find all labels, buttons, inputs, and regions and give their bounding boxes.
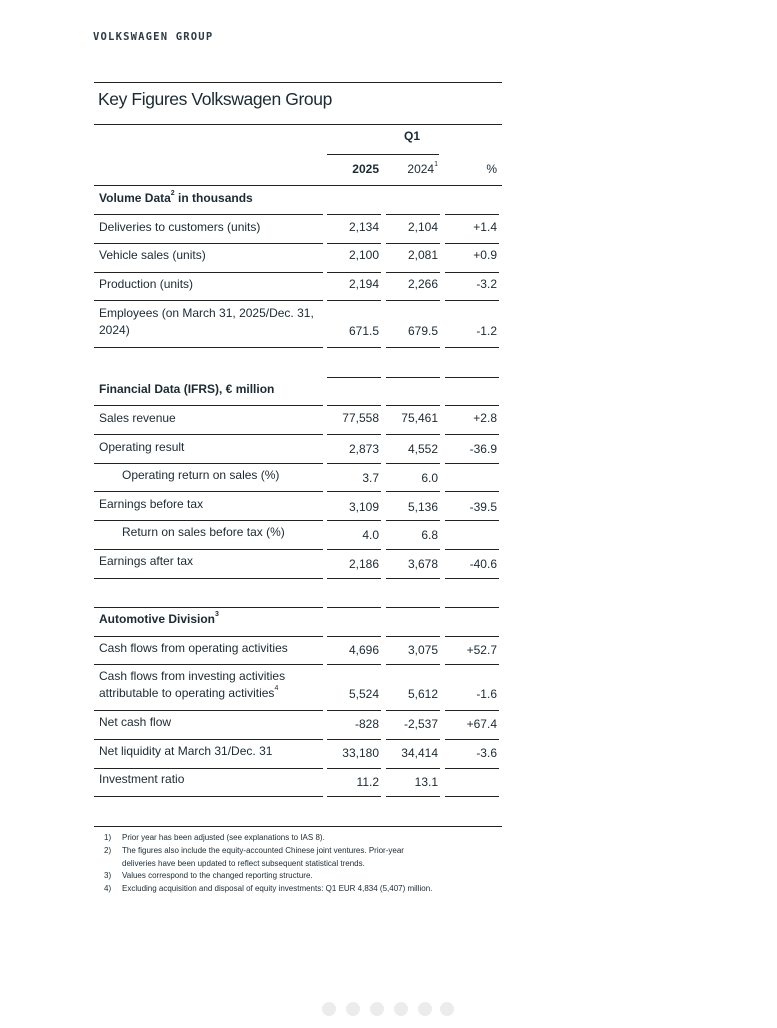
value-2024: -2,537 bbox=[403, 717, 438, 731]
row-label: Return on sales before tax (%) bbox=[122, 525, 285, 539]
section-title-financial-data: Financial Data (IFRS), € million bbox=[99, 382, 275, 396]
row-label: Deliveries to customers (units) bbox=[99, 220, 261, 234]
footnote: 1) Prior year has been adjusted (see explanations to IAS 8). bbox=[104, 833, 325, 842]
value-2025: 3.7 bbox=[362, 471, 379, 485]
footnote: 3) Values correspond to the changed reporting structure. bbox=[104, 871, 313, 881]
value-percent: +2.8 bbox=[473, 411, 497, 425]
value-percent: +67.4 bbox=[466, 717, 497, 731]
watermark-image bbox=[322, 998, 456, 1020]
value-percent: -1.6 bbox=[476, 687, 497, 701]
col-header-percent: % bbox=[486, 162, 497, 176]
value-percent: -36.9 bbox=[469, 442, 497, 456]
value-2025: 2,100 bbox=[348, 248, 379, 262]
value-2025: 2,873 bbox=[348, 442, 379, 456]
value-2025: 671.5 bbox=[348, 324, 379, 338]
section-title-volume-data: Volume Data$^2$ in thousands bbox=[99, 190, 253, 205]
value-2024: 679.5 bbox=[407, 324, 438, 338]
value-2024: 2,081 bbox=[407, 248, 438, 262]
col-header-2024: 2024$^1$ bbox=[407, 161, 438, 176]
value-percent: -3.2 bbox=[476, 277, 497, 291]
value-2025: 33,180 bbox=[342, 746, 379, 760]
value-2025: 2,194 bbox=[348, 277, 379, 291]
value-2025: 2,134 bbox=[348, 220, 379, 234]
value-percent: -1.2 bbox=[476, 324, 497, 338]
row-label: Vehicle sales (units) bbox=[99, 248, 206, 262]
footnotes bbox=[94, 826, 502, 896]
section-title-automotive-division: Automotive Division$^3$ bbox=[99, 611, 219, 626]
value-2024: 4,552 bbox=[407, 442, 438, 456]
row-label: Sales revenue bbox=[99, 411, 176, 425]
value-2024: 75,461 bbox=[401, 411, 438, 425]
value-2025: 5,524 bbox=[348, 687, 379, 701]
value-2024: 5,612 bbox=[407, 687, 438, 701]
row-label: Production (units) bbox=[99, 277, 194, 291]
row-label: Net cash flow bbox=[99, 715, 172, 729]
value-percent: -39.5 bbox=[469, 500, 497, 514]
row-label: Cash flows from investing activities attributable to operating activities$^4$ bbox=[99, 669, 286, 700]
row-label: Operating result bbox=[99, 440, 185, 454]
value-percent: -3.6 bbox=[476, 746, 497, 760]
value-2025: 4,696 bbox=[348, 643, 379, 657]
value-percent: +52.7 bbox=[466, 643, 497, 657]
row-label: Earnings after tax bbox=[99, 554, 194, 568]
value-2024: 2,266 bbox=[407, 277, 438, 291]
table-top-rule bbox=[94, 124, 502, 125]
value-2024: 5,136 bbox=[407, 500, 438, 514]
value-2024: 3,075 bbox=[407, 643, 438, 657]
period-underline bbox=[327, 154, 439, 155]
footnote: 4) Excluding acquisition and disposal of equity investments: Q1 EUR 4,834 (5,407) million. bbox=[104, 884, 433, 894]
value-percent: +1.4 bbox=[473, 220, 497, 234]
footnote: 2) The figures also include the equity-accounted Chinese joint ventures. Prior-year deliveries have been updated to reflect subsequent statistical trends. bbox=[104, 845, 404, 868]
period-header: Q1 bbox=[403, 129, 420, 143]
value-2024: 2,104 bbox=[407, 220, 438, 234]
row-label: Earnings before tax bbox=[99, 497, 204, 511]
top-divider bbox=[94, 82, 502, 83]
row-label: Investment ratio bbox=[99, 772, 185, 786]
value-2025: -828 bbox=[354, 717, 379, 731]
value-2024: 3,678 bbox=[407, 557, 438, 571]
value-2024: 6.8 bbox=[421, 528, 438, 542]
value-2025: 4.0 bbox=[362, 528, 379, 542]
value-2025: 2,186 bbox=[348, 557, 379, 571]
page-title: Key Figures Volkswagen Group bbox=[98, 89, 332, 109]
value-2024: 13.1 bbox=[414, 775, 438, 789]
value-2024: 6.0 bbox=[421, 471, 438, 485]
row-label: Operating return on sales (%) bbox=[122, 468, 280, 482]
value-2025: 11.2 bbox=[356, 775, 379, 789]
brand-logo-text: VOLKSWAGEN GROUP bbox=[93, 31, 214, 43]
col-header-2025: 2025 bbox=[352, 162, 379, 176]
row-label: Cash flows from operating activities bbox=[99, 641, 288, 655]
value-percent: -40.6 bbox=[469, 557, 497, 571]
row-label: Employees (on March 31, 2025/Dec. 31, 2024) bbox=[99, 306, 314, 337]
row-label: Net liquidity at March 31/Dec. 31 bbox=[99, 744, 273, 758]
value-percent: +0.9 bbox=[473, 248, 497, 262]
value-2025: 77,558 bbox=[342, 411, 379, 425]
header-bottom-rule bbox=[94, 185, 502, 186]
value-2024: 34,414 bbox=[401, 746, 438, 760]
value-2025: 3,109 bbox=[348, 500, 379, 514]
